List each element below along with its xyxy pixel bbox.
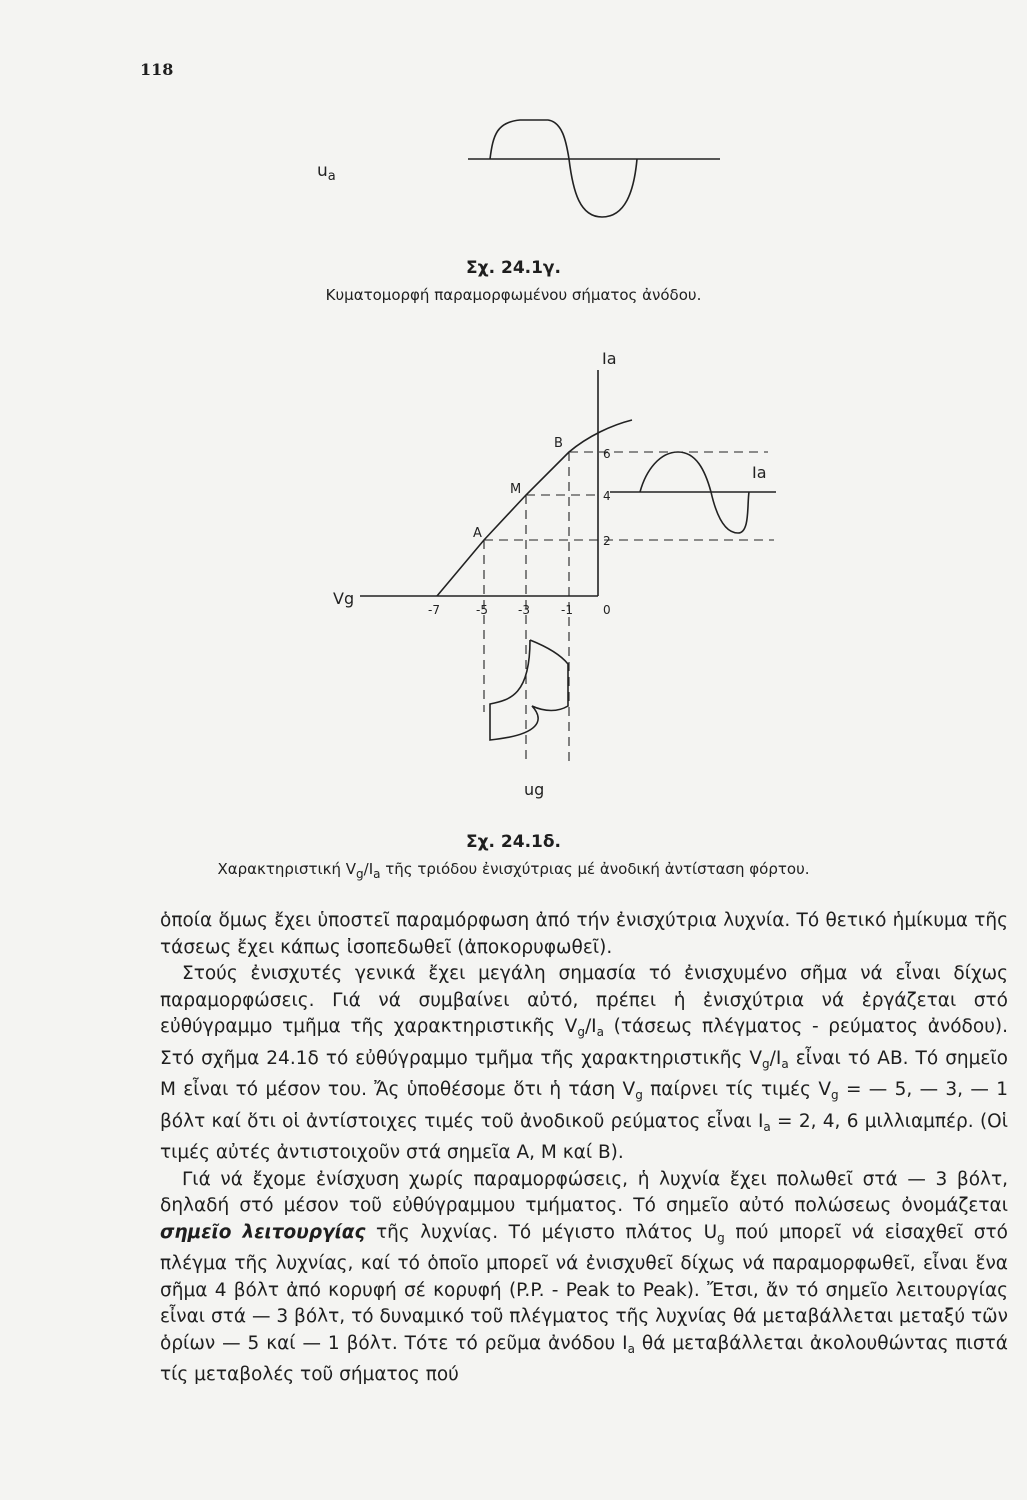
- page-number: 118: [140, 60, 174, 79]
- figure-2-label: Σχ. 24.1δ.: [465, 832, 562, 852]
- current-tick-6: 6: [603, 447, 611, 461]
- current-tick-2: 2: [603, 534, 611, 548]
- p3-part-a: Γιά νά ἔχομε ἐνίσχυση χωρίς παραμορφώσεις, ἡ λυχνία ἔχει πολωθεῖ στά — 3 βόλτ, δηλαδή στό μέσον τοῦ εὐθύγραμμου τμήματος. Τό σημεῖο αὐτό πολώσεως ὀνομάζεται: [160, 1168, 1008, 1216]
- voltage-tick-m1: -1: [561, 603, 573, 617]
- figure-2-caption-text: [0, 860, 1027, 881]
- p2-part-f: παίρνει τίς τιμές V: [642, 1079, 831, 1100]
- paragraph-3: [160, 1167, 1008, 1389]
- cap-part-1: g: [356, 867, 364, 881]
- figure-1-label: Σχ. 24.1γ.: [466, 258, 561, 278]
- p2-part-b: /I: [584, 1016, 597, 1037]
- p2-part-a: Στούς ἐνισχυτές γενικά ἔχει μεγάλη σημασία τό ἐνισχυμένο σῆμα νά εἶναι δίχως παραμορφώσεις. Γιά νά συμβαίνει αὐτό, πρέπει ἡ ἐνισχύτρια νά ἐργάζεται στό εὐθύγραμμο τμῆμα τῆς χαρακτηριστικῆς V: [160, 963, 1008, 1037]
- p2-part-c: (τάσεως πλέγματος - ρεύματος ἀνόδου). Στό σχῆμα 24.1δ τό εὐθύγραμμο τμῆμα τῆς χαρακτηριστικῆς V: [160, 1016, 1008, 1069]
- cap-part-2: /I: [363, 860, 374, 878]
- p2-part-e: εἶναι τό AB. Τό σημεῖο M εἶναι τό μέσον του. Ἄς ὑποθέσομε ὅτι ἡ τάση V: [160, 1047, 1008, 1100]
- p2-part-g: = — 5, — 3, — 1 βόλτ καί ὅτι οἱ ἀντίστοιχες τιμές τοῦ ἀνοδικοῦ ρεύματος εἶναι I: [160, 1079, 1008, 1132]
- figure-2-caption: [0, 832, 1027, 881]
- p2-sub-a3: a: [763, 1119, 771, 1134]
- ia-axis-label: Ia: [602, 349, 617, 368]
- cap-part-4: τῆς τριόδου ἐνισχύτριας μέ ἀνοδική ἀντίσταση φόρτου.: [380, 860, 810, 878]
- p2-sub-g1: g: [577, 1025, 585, 1039]
- cap-part-3: a: [373, 867, 381, 881]
- p3-sub-a: a: [627, 1341, 635, 1356]
- paragraph-1: ὁποία ὅμως ἔχει ὑποστεῖ παραμόρφωση ἀπό τήν ἐνισχύτρια λυχνία. Τό θετικό ἡμίκυμα τῆς τάσεως ἔχει κάπως ἰσοπεδωθεῖ (ἀποκορυφωθεῖ).: [160, 910, 1008, 958]
- fig1-signal-label-main: u: [317, 161, 328, 181]
- body-text: [160, 908, 1008, 1389]
- point-label-b: B: [554, 436, 563, 451]
- p2-part-d: /I: [769, 1047, 782, 1069]
- voltage-tick-m7: -7: [428, 603, 440, 617]
- p2-part-h: = 2, 4, 6 μιλλιαμπέρ. (Οἱ τιμές αὐτές ἀντιστοιχοῦν στά σημεῖα A, M καί B).: [160, 1110, 1009, 1163]
- paragraph-2: [160, 961, 1008, 1167]
- point-label-a: A: [473, 526, 482, 541]
- p2-sub-a2: a: [781, 1056, 789, 1071]
- point-label-m: M: [510, 482, 522, 497]
- output-wave-label: Ia: [752, 463, 767, 482]
- fig1-signal-label-sub: a: [327, 169, 336, 184]
- p3-part-c: πού μπορεῖ νά εἰσαχθεῖ στό πλέγμα τῆς λυχνίας, καί τό ὁποῖο μπορεῖ νά ἐνισχυθεῖ δίχως νά παραμορφωθεῖ, εἶναι ἕνα σῆμα 4 βόλτ ἀπό κορυφή σέ κορυφή (P.P. - Peak to Peak). Ἔτσι, ἄν τό σημεῖο λειτουργίας εἶναι στά — 3 βόλτ, τό δυναμικό τοῦ πλέγματος τῆς λυχνίας θά μεταβάλλεται μεταξύ τῶν ὁρίων — 5 καί — 1 βόλτ. Τότε τό ρεῦμα ἀνόδου I: [160, 1221, 1008, 1354]
- p3-part-b: τῆς λυχνίας. Τό μέγιστο πλάτος U: [365, 1221, 718, 1243]
- voltage-tick-m5: -5: [476, 603, 488, 617]
- p2-sub-g2: g: [762, 1056, 770, 1071]
- p3-part-d: θά μεταβάλλεται ἀκολουθώντας πιστά τίς μεταβολές τοῦ σήματος πού: [160, 1332, 1008, 1385]
- figure-1-caption-text: Κυματομορφή παραμορφωμένου σήματος ἀνόδου.: [325, 286, 702, 304]
- vg-axis-label: Vg: [333, 589, 355, 608]
- p2-sub-g4: g: [831, 1088, 839, 1102]
- input-wave-label: ug: [524, 780, 545, 799]
- input-wave: [490, 640, 568, 740]
- p2-sub-a1: a: [596, 1025, 605, 1039]
- p2-sub-g3: g: [635, 1088, 643, 1102]
- cap-part-0: Χαρακτηριστική V: [217, 860, 357, 878]
- current-tick-4: 4: [603, 489, 611, 503]
- voltage-tick-m3: -3: [518, 603, 530, 617]
- p3-emphasis: σημεῖο λειτουργίας: [160, 1221, 366, 1243]
- voltage-tick-0: 0: [603, 603, 611, 617]
- p3-sub-g: g: [717, 1230, 725, 1245]
